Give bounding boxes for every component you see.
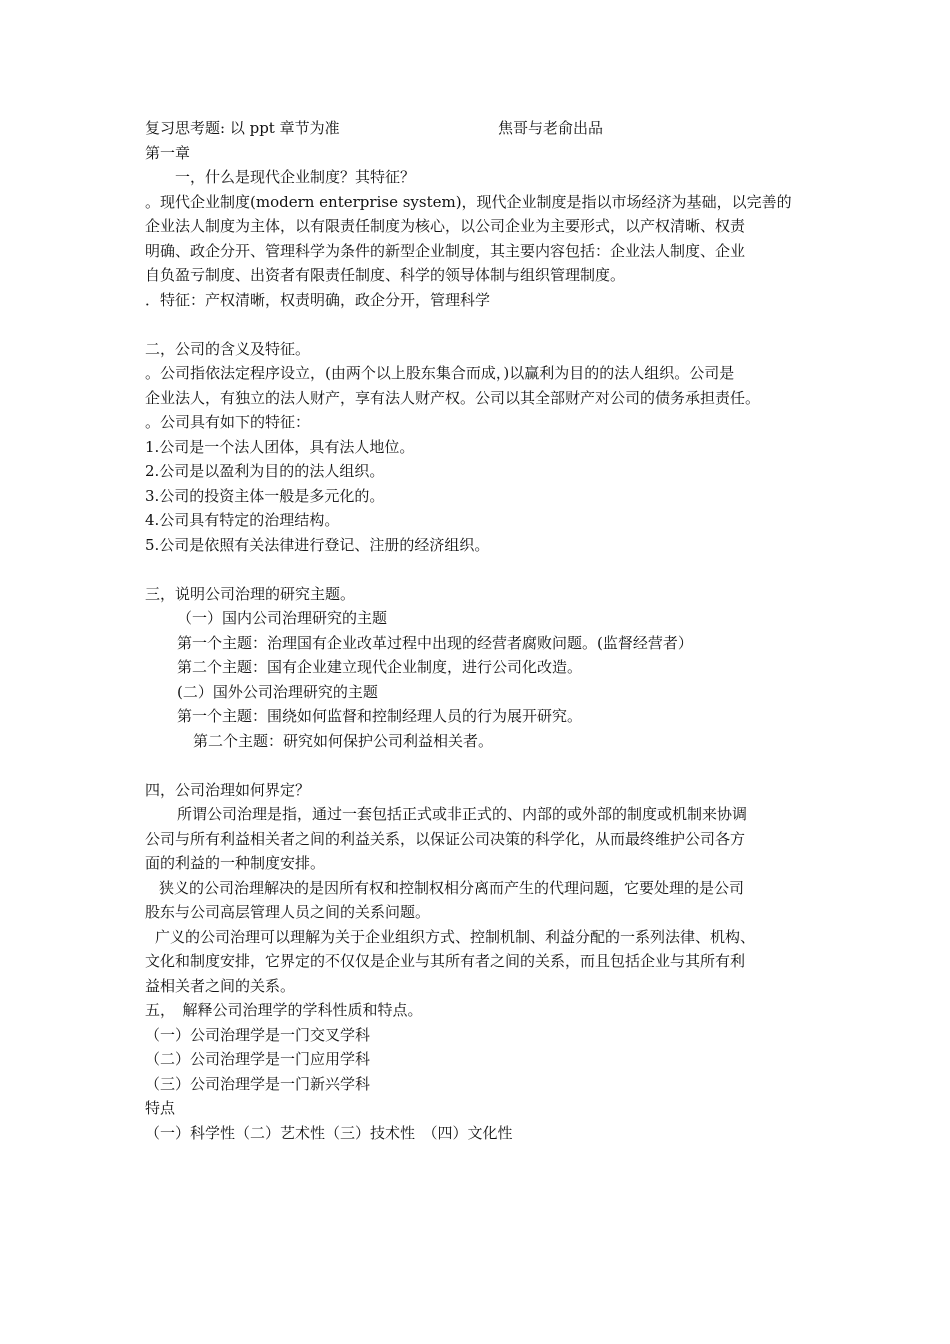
q1-features: ．特征：产权清晰，权责明确，政企分开，管理科学 — [145, 290, 491, 309]
q5-list-item: （三）公司治理学是一门新兴学科 — [145, 1074, 371, 1093]
q1-text-line: 自负盈亏制度、出资者有限责任制度、科学的领导体制与组织管理制度。 — [145, 266, 626, 284]
q4-para2-line: 股东与公司高层管理人员之间的关系问题。 — [145, 903, 431, 921]
q3-foreign-topic-1: 第一个主题：围绕如何监督和控制经理人员的行为展开研究。 — [177, 707, 583, 725]
q4-para2-line: 狭义的公司治理解决的是因所有权和控制权相分离而产生的代理问题，它要处理的是公司 — [159, 878, 745, 897]
q3-domestic-topic-1: 第一个主题：治理国有企业改革过程中出现的经营者腐败问题。(监督经营者） — [177, 633, 693, 652]
spacer — [145, 753, 811, 778]
chapter-title: 第一章 — [145, 143, 191, 162]
q4-para3-line: 文化和制度安排，它界定的不仅仅是企业与其所有者之间的关系，而且包括企业与其所有利 — [145, 952, 746, 970]
question-3-title: 三，说明公司治理的研究主题。 — [145, 584, 356, 603]
q4-para1-line: 面的利益的一种制度安排。 — [145, 854, 326, 872]
q4-para1-line: 所谓公司治理是指，通过一套包括正式或非正式的、内部的或外部的制度或机制来协调 — [177, 805, 748, 823]
q2-text-line: 企业法人，有独立的法人财产，享有法人财产权。公司以其全部财产对公司的债务承担责任。 — [145, 388, 761, 407]
q5-list-item: （一）公司治理学是一门交叉学科 — [145, 1025, 371, 1044]
question-2-title: 二，公司的含义及特征。 — [145, 339, 311, 358]
q1-text-line: 企业法人制度为主体，以有限责任制度为核心，以公司企业为主要形式，以产权清晰、权责 — [145, 217, 746, 235]
q2-text-line: 。公司指依法定程序设立，(由两个以上股东集合而成，)以赢利为目的的法人组织。公司是 — [145, 364, 735, 382]
document-body — [145, 116, 811, 1145]
question-5-title: 五， 解释公司治理学的学科性质和特点。 — [145, 1001, 423, 1019]
spacer — [145, 557, 811, 582]
header-credit: 焦哥与老俞出品 — [498, 119, 604, 137]
q3-domestic-topic-2: 第二个主题：国有企业建立现代企业制度，进行公司化改造。 — [177, 658, 583, 676]
q2-list-item: 4.公司具有特定的治理结构。 — [145, 511, 340, 529]
document-header — [145, 116, 811, 141]
q5-features: （一）科学性（二）艺术性（三）技术性 （四）文化性 — [145, 1123, 513, 1142]
q3-domestic-heading: （一）国内公司治理研究的主题 — [177, 609, 388, 627]
q2-text-line: 。公司具有如下的特征： — [145, 413, 311, 431]
q3-foreign-heading: (二）国外公司治理研究的主题 — [177, 682, 378, 701]
q1-text-line: 。现代企业制度(modern enterprise system)，现代企业制度是指以市场经济为基础，以完善的 — [145, 192, 792, 211]
q2-list-item: 1.公司是一个法人团体，具有法人地位。 — [145, 437, 415, 456]
q1-text-line: 明确、政企分开、管理科学为条件的新型企业制度，其主要内容包括：企业法人制度、企业 — [145, 241, 746, 260]
q4-para3-line: 广义的公司治理可以理解为关于企业组织方式、控制机制、利益分配的一系列法律、机构、 — [155, 927, 756, 946]
q5-features-label: 特点 — [145, 1099, 176, 1117]
q4-para3-line: 益相关者之间的关系。 — [145, 976, 296, 995]
q2-list-item: 2.公司是以盈利为目的的法人组织。 — [145, 462, 385, 480]
question-4-title: 四，公司治理如何界定？ — [145, 780, 311, 799]
q4-para1-line: 公司与所有利益相关者之间的利益关系，以保证公司决策的科学化，从而最终维护公司各方 — [145, 829, 746, 848]
spacer — [145, 312, 811, 337]
q3-foreign-topic-2: 第二个主题：研究如何保护公司利益相关者。 — [193, 731, 494, 750]
q2-list-item: 5.公司是依照有关法律进行登记、注册的经济组织。 — [145, 535, 490, 554]
question-1-title: 一，什么是现代企业制度？其特征？ — [175, 168, 416, 186]
q2-list-item: 3.公司的投资主体一般是多元化的。 — [145, 486, 385, 505]
q5-list-item: （二）公司治理学是一门应用学科 — [145, 1050, 371, 1068]
header-title: 复习思考题: 以 ppt 章节为准 — [145, 119, 340, 137]
